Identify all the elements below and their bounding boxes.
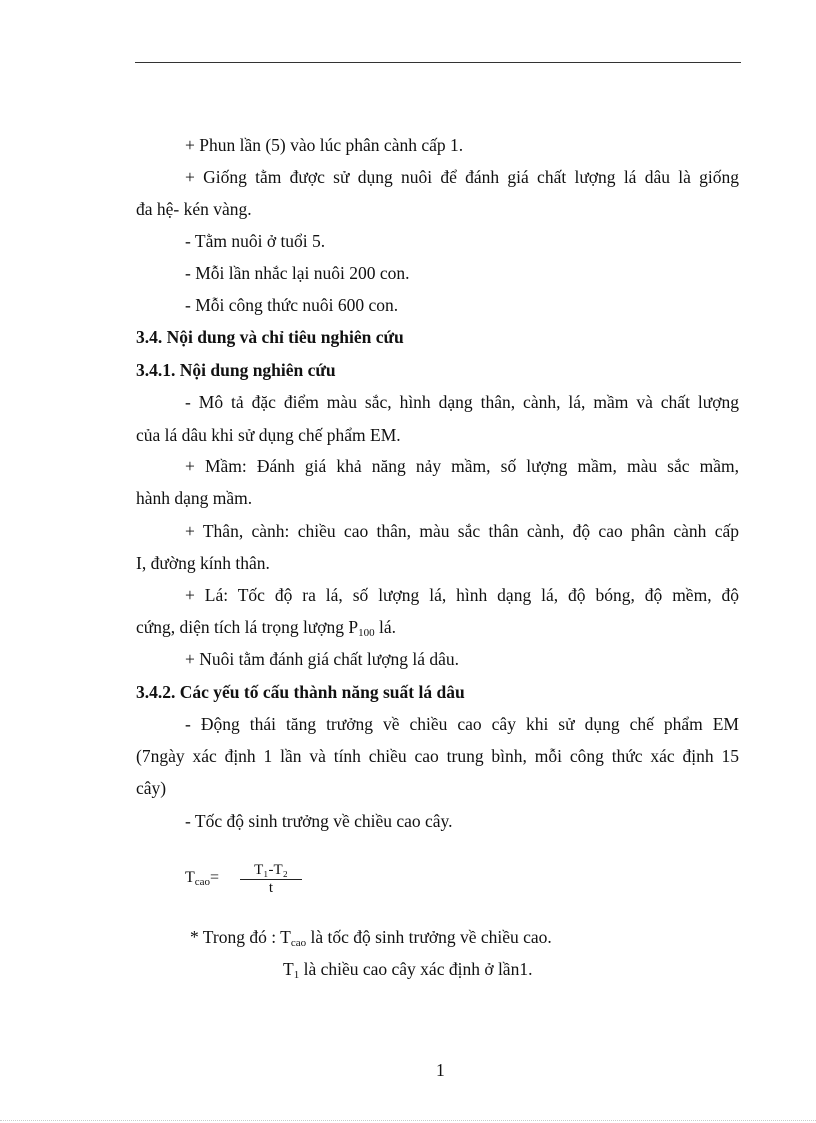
text-line: - Tốc độ sinh trưởng về chiều cao cây. <box>185 811 453 831</box>
page-edge <box>0 1120 816 1121</box>
subscript: cao <box>194 876 211 888</box>
text-line: + Thân, cành: chiều cao thân, màu sắc thân cành, độ cao phân cành cấp <box>185 521 739 541</box>
text-segment: lá. <box>374 617 397 637</box>
subscript: 1 <box>293 969 300 981</box>
subsection-heading: 3.4.1. Nội dung nghiên cứu <box>136 360 336 380</box>
formula-fraction <box>240 862 302 896</box>
text-line: - Tằm nuôi ở tuổi 5. <box>185 231 326 251</box>
text-line: + Giống tằm được sử dụng nuôi để đánh giá chất lượng lá dâu là giống <box>185 167 739 187</box>
text-line <box>136 616 396 644</box>
text-line: - Mỗi lần nhắc lại nuôi 200 con. <box>185 263 410 283</box>
text-line: - Mỗi công thức nuôi 600 con. <box>185 295 399 315</box>
fraction-denominator: t <box>268 880 274 896</box>
text-line: - Động thái tăng trưởng về chiều cao cây khi sử dụng chế phẩm EM <box>185 714 739 734</box>
text-line: hành dạng mầm. <box>136 488 253 508</box>
text-line: của lá dâu khi sử dụng chế phẩm EM. <box>136 425 401 445</box>
text-line: I, đường kính thân. <box>136 553 270 573</box>
text-line: + Nuôi tằm đánh giá chất lượng lá dâu. <box>185 649 460 669</box>
page-number: 1 <box>436 1060 445 1080</box>
text-line: + Phun lần (5) vào lúc phân cành cấp 1. <box>185 135 464 155</box>
text-line: cây) <box>136 778 167 798</box>
text-line: - Mô tả đặc điểm màu sắc, hình dạng thân, cành, lá, mầm và chất lượng <box>185 392 739 412</box>
text-line: (7ngày xác định 1 lần và tính chiều cao trung bình, mỗi công thức xác định 15 <box>136 746 739 766</box>
formula-lhs: $T_{cao}=$ <box>185 869 220 888</box>
header-rule <box>135 62 741 63</box>
note-line: * Trong đó : $T_{cao}$ là tốc độ sinh trưởng về chiều cao. <box>190 927 552 949</box>
subscript: 100 <box>358 627 375 639</box>
text-line: + Mầm: Đánh giá khả năng nảy mầm, số lượng mầm, màu sắc mầm, <box>185 456 739 476</box>
subscript: cao <box>290 937 307 949</box>
subsection-heading: 3.4.2. Các yếu tố cấu thành năng suất lá dâu <box>136 682 465 702</box>
text-line: đa hệ- kén vàng. <box>136 199 252 219</box>
section-heading: 3.4. Nội dung và chỉ tiêu nghiên cứu <box>136 327 404 347</box>
fraction-numerator: T₁-T₂ <box>240 862 302 880</box>
text-line: + Lá: Tốc độ ra lá, số lượng lá, hình dạng lá, độ bóng, độ mềm, độ <box>185 585 739 605</box>
note-line: $T_1$ là chiều cao cây xác định ở lần1. <box>283 959 533 981</box>
text-segment: cứng, diện tích lá trọng lượng P <box>136 617 359 637</box>
